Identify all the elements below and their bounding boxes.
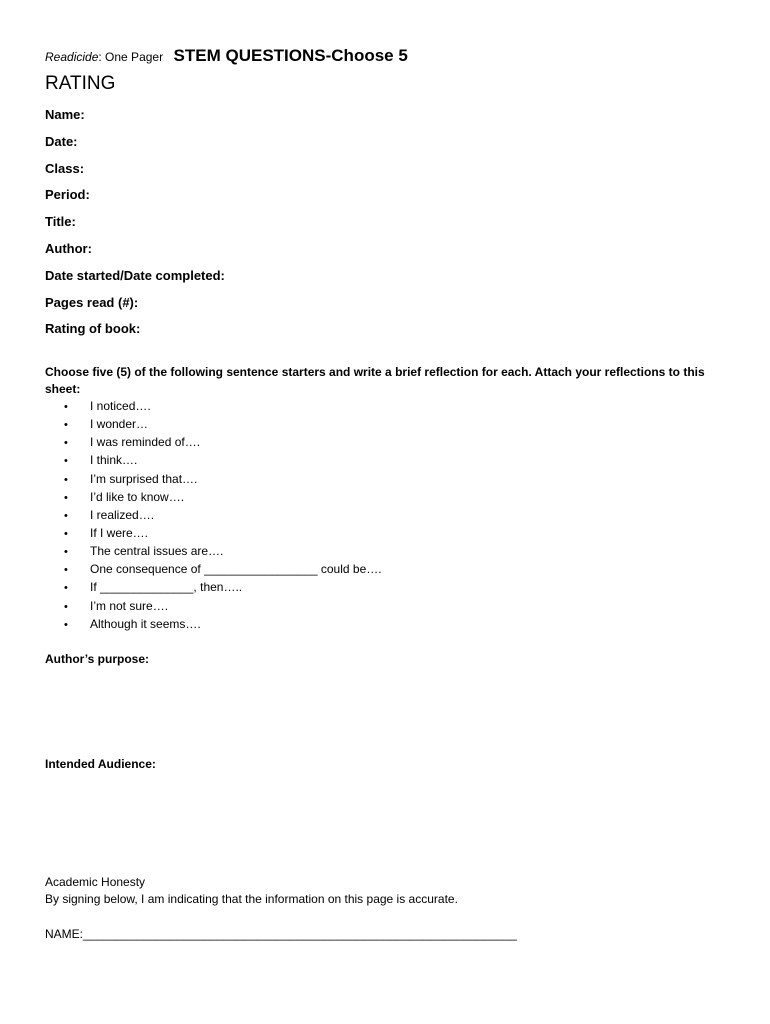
list-item [64,489,382,507]
field-class: Class: [45,160,85,176]
bullet-icon: • [64,401,68,413]
list-item [64,416,382,434]
starter-text: The central issues are…. [90,544,224,559]
academic-honesty-title: Academic Honesty [45,875,146,889]
list-item [64,598,382,616]
field-author: Author: [45,240,92,256]
bullet-icon: • [64,491,68,504]
starter-text: I’m not sure…. [90,598,169,613]
bullet-icon: • [64,419,68,432]
subtitle-rest: : One Pager [98,50,164,64]
list-item [64,561,382,579]
field-date-started-completed: Date started/Date completed: [45,267,225,283]
academic-honesty-statement: By signing below, I am indicating that the information on this page is accurate. [45,892,458,906]
list-item [64,452,382,470]
subtitle-italic: Readicide [45,50,99,64]
document-header [45,46,408,66]
authors-purpose-label: Author’s purpose: [45,652,149,666]
bullet-icon: • [64,600,68,613]
bullet-icon: • [64,473,68,486]
starter-text: One consequence of _________________ could be…. [90,562,382,577]
list-item [64,543,382,561]
starter-text: If ______________, then….. [90,580,243,595]
stem-questions-title: STEM QUESTIONS-Choose 5 [173,46,408,65]
bullet-icon: • [64,618,68,631]
instructions-text: Choose five (5) of the following sentence starters and write a brief reflection for each. Attach your reflections to this sheet: [45,365,705,396]
starter-text: I was reminded of…. [90,435,201,450]
starter-text: I noticed…. [90,399,151,413]
list-item [64,471,382,489]
list-item [64,525,382,543]
bullet-icon: • [64,564,68,577]
list-item [64,507,382,525]
starter-text: I realized…. [90,507,155,522]
info-fields [45,107,225,348]
document-subtitle [45,50,163,64]
starter-text: Although it seems…. [90,616,201,631]
intended-audience-label: Intended Audience: [45,757,156,771]
bullet-icon: • [64,455,68,468]
list-item [64,434,382,452]
field-date: Date: [45,133,78,149]
list-item [64,579,382,597]
bullet-icon: • [64,546,68,559]
starter-text: I’d like to know…. [90,489,185,504]
bullet-icon: • [64,509,68,522]
starter-text: If I were…. [90,525,149,540]
rating-heading: RATING [45,73,116,94]
list-item [64,616,382,634]
field-rating-of-book: Rating of book: [45,321,141,337]
list-item [64,398,382,416]
starter-text: I think…. [90,453,138,468]
signature-name-line: NAME:_________________________________________________________________ [45,927,517,941]
field-period: Period: [45,187,90,203]
field-pages-read: Pages read (#): [45,294,139,310]
bullet-icon: • [64,437,68,450]
starter-text: I wonder… [90,417,149,432]
sentence-starters-list [64,398,382,634]
bullet-icon: • [64,582,68,595]
field-title: Title: [45,214,76,230]
starter-text: I’m surprised that…. [90,471,198,486]
academic-honesty-section [45,874,458,908]
field-name: Name: [45,107,85,122]
bullet-icon: • [64,527,68,540]
